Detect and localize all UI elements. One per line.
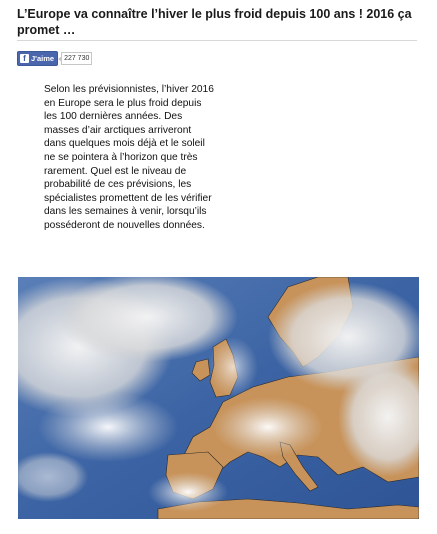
- facebook-icon: f: [20, 54, 29, 63]
- satellite-map-image: [18, 277, 419, 519]
- like-count: 227 730: [61, 52, 92, 65]
- article-body: Selon les prévisionnistes, l’hiver 2016 en Europe sera le plus froid depuis les 100 dernières années. Des masses d’air arctiques arriveront dans quelques mois déjà et le soleil ne se pointera à l’horizon que très rarement. Quel est le niveau de probabilité de ces prévisions, les spécialistes promettent de les vérifier dans les semaines à venir, lorsqu’ils posséderont de nouvelles données.: [44, 84, 214, 231]
- facebook-like-button[interactable]: [17, 51, 58, 66]
- facebook-like-widget: [17, 51, 92, 65]
- article-title: L’Europe va connaître l’hiver le plus froid depuis 100 ans ! 2016 ça promet …: [17, 7, 412, 37]
- title-divider: [17, 40, 417, 41]
- like-label: J'aime: [31, 53, 55, 63]
